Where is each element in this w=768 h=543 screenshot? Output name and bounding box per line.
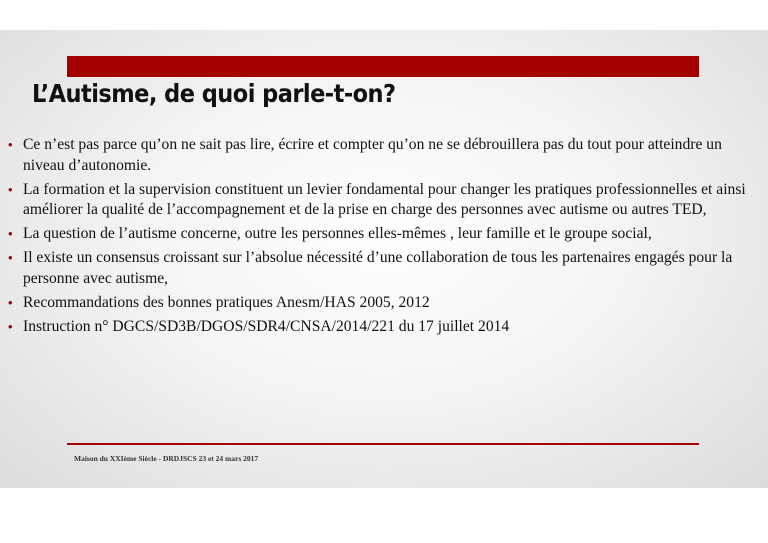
- footer-divider: [67, 443, 699, 445]
- bullet-item: [8, 293, 748, 314]
- bullet-icon: •: [8, 181, 13, 197]
- bullet-text: Il existe un consensus croissant sur l’absolue nécessité d’une collaboration de tous les partenaires engagés pour la personne avec autisme,: [23, 249, 733, 287]
- slide: [0, 30, 768, 488]
- bullet-icon: •: [8, 137, 13, 152]
- slide-footer: Maison du XXIème Siècle - DRDJSCS 23 et 24 mars 2017: [74, 454, 259, 463]
- bullet-text: Recommandations des bonnes pratiques Anesm/HAS 2005, 2012: [23, 293, 430, 311]
- bullet-item: [8, 135, 748, 176]
- slide-title: L’Autisme, de quoi parle-t-on?: [32, 79, 396, 108]
- bullet-icon: •: [8, 226, 13, 241]
- bullet-item: [8, 317, 748, 338]
- bullet-text: Ce n’est pas parce qu’on ne sait pas lire, écrire et compter qu’on ne se débrouillera pas du tout pour atteindre un niveau d’autonomie.: [23, 136, 722, 174]
- bullet-text: La formation et la supervision constituent un levier fondamental pour changer les pratiques professionnelles et ainsi améliorer la qualité de l’accompagnement et de la prise en charge des personnes avec autisme ou autres TED,: [23, 180, 746, 218]
- bullet-text: Instruction n° DGCS/SD3B/DGOS/SDR4/CNSA/2014/221 du 17 juillet 2014: [23, 317, 510, 335]
- bullet-item: [8, 180, 748, 221]
- title-accent-bar: [67, 56, 699, 77]
- bullet-icon: •: [8, 250, 13, 265]
- bullet-icon: •: [8, 294, 13, 310]
- bullet-item: [8, 224, 748, 245]
- bullet-icon: •: [8, 318, 13, 334]
- bullet-item: [8, 248, 748, 289]
- bullet-text: La question de l’autisme concerne, outre les personnes elles-mêmes , leur famille et le groupe social,: [23, 225, 652, 242]
- bullet-list: [8, 135, 748, 341]
